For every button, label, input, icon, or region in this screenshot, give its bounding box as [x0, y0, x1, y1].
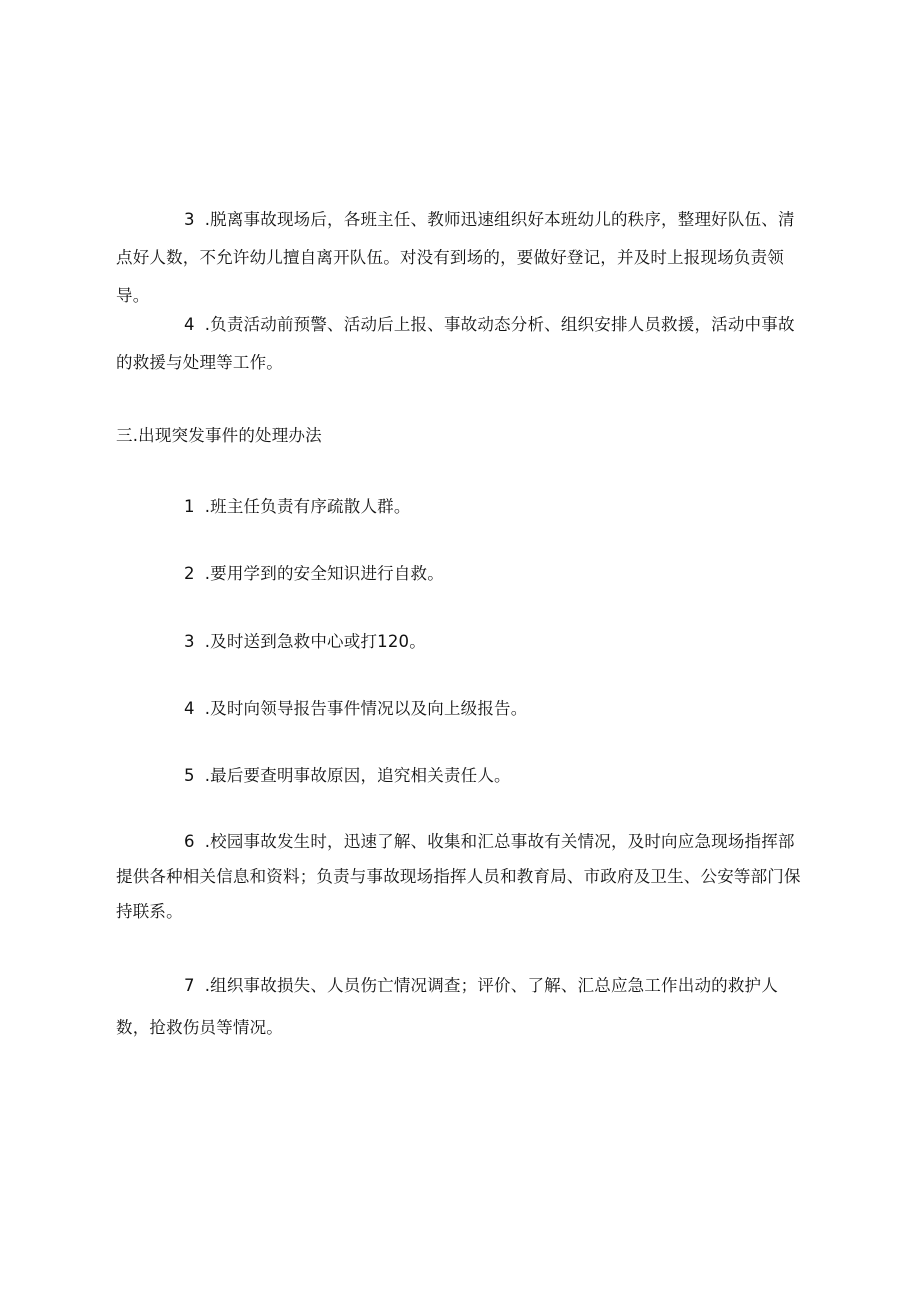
list-item-2 — [116, 555, 806, 593]
list-item-5 — [116, 757, 806, 795]
item-text: .校园事故发生时，迅速了解、收集和汇总事故有关情况，及时向应急现场指挥部提供各种相关信息和资料；负责与事故现场指挥人员和教育局、市政府及卫生、公安等部门保持联系。 — [116, 832, 801, 921]
item-number: 4 — [184, 699, 195, 718]
list-item-7 — [116, 965, 806, 1049]
item-text: .及时向领导报告事件情况以及向上级报告。 — [204, 699, 528, 718]
item-text: .最后要查明事故原因，追究相关责任人。 — [204, 766, 511, 785]
paragraph-text: .负责活动前预警、活动后上报、事故动态分析、组织安排人员救援，活动中事故的救援与处理等工作。 — [116, 315, 795, 372]
paragraph-text: .脱离事故现场后，各班主任、教师迅速组织好本班幼儿的秩序，整理好队伍、清点好人数，不允许幼儿擅自离开队伍。对没有到场的，要做好登记，并及时上报现场负责领导。 — [116, 210, 795, 305]
item-number: 6 — [184, 832, 195, 851]
item-number: 1 — [184, 497, 195, 516]
item-text: .组织事故损失、人员伤亡情况调查；评价、了解、汇总应急工作出动的救护人数，抢救伤员等情况。 — [116, 976, 778, 1037]
section-heading: 三.出现突发事件的处理办法 — [116, 426, 322, 445]
paragraph-number: 4 — [184, 315, 195, 334]
paragraph-3 — [116, 201, 806, 315]
list-item-4 — [116, 690, 806, 728]
list-item-3 — [116, 623, 806, 661]
list-item-6 — [116, 824, 806, 929]
item-text: .要用学到的安全知识进行自救。 — [204, 564, 444, 583]
paragraph-number: 3 — [184, 210, 195, 229]
item-text: .班主任负责有序疏散人群。 — [204, 497, 411, 516]
item-number: 7 — [184, 976, 195, 995]
paragraph-4 — [116, 306, 806, 382]
item-text: .及时送到急救中心或打120。 — [204, 632, 426, 651]
list-item-1 — [116, 488, 806, 526]
item-number: 3 — [184, 632, 195, 651]
item-number: 2 — [184, 564, 195, 583]
item-number: 5 — [184, 766, 195, 785]
